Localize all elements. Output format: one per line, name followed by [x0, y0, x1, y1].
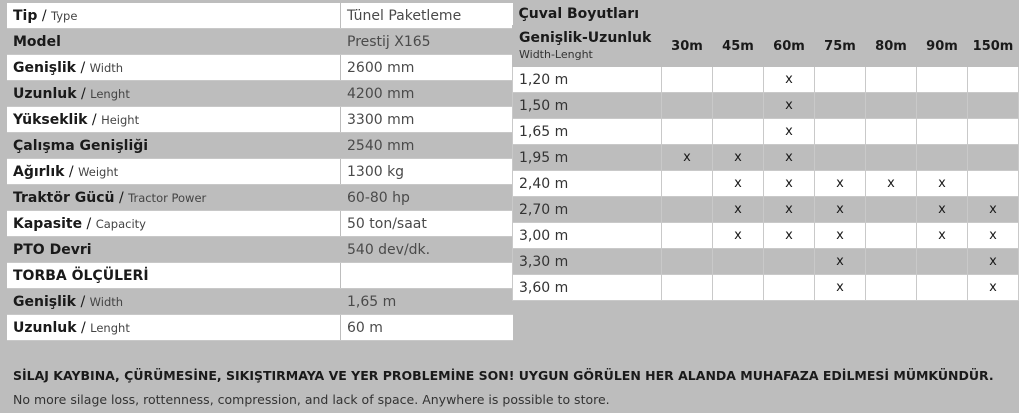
bag-row	[513, 93, 1019, 119]
bag-row	[513, 223, 1019, 249]
spec-label	[7, 133, 341, 159]
spec-label-tr: PTO Devri	[13, 241, 92, 258]
bag-cell	[866, 197, 917, 223]
spec-row	[7, 237, 513, 263]
spec-label-tr: Tip	[13, 7, 38, 24]
bag-cell: x	[713, 197, 764, 223]
spec-value: 60 m	[341, 315, 514, 341]
bag-cell	[917, 67, 968, 93]
bag-row-width: 3,30 m	[513, 249, 662, 275]
spec-row	[7, 81, 513, 107]
spec-label: Uzunluk / Lenght	[7, 315, 341, 341]
spec-label-tr: Kapasite	[13, 215, 83, 232]
spec-label-en: Height	[101, 112, 140, 127]
bag-row-width: 1,95 m	[513, 145, 662, 171]
bag-cell	[662, 223, 713, 249]
bag-cell: x	[713, 223, 764, 249]
bag-cell	[764, 275, 815, 301]
bag-cell	[815, 145, 866, 171]
bag-row-width: 1,65 m	[513, 119, 662, 145]
spec-value	[341, 263, 514, 289]
spec-value: 50 ton/saat	[341, 211, 514, 237]
spec-value: 4200 mm	[341, 81, 514, 107]
bag-row-width: 3,00 m	[513, 223, 662, 249]
spec-label-en: Width	[89, 294, 124, 309]
bag-row	[513, 171, 1019, 197]
bag-cell: x	[815, 275, 866, 301]
bag-cell	[662, 197, 713, 223]
spec-value: Tünel Paketleme	[341, 3, 514, 29]
spec-label: Genişlik / Width	[7, 55, 341, 81]
bag-row	[513, 145, 1019, 171]
bag-cell	[764, 249, 815, 275]
bag-row	[513, 67, 1019, 93]
bag-size-table	[512, 3, 1019, 301]
footer-turkish-note: SİLAJ KAYBINA, ÇÜRÜMESİNE, SIKIŞTIRMAYA VE YER PROBLEMİNE SON! UYGUN GÖRÜLEN HER ALANDA MUHAFAZA EDİLMESİ MÜMKÜNDÜR.	[13, 368, 994, 383]
spec-label: Yükseklik / Height	[7, 107, 341, 133]
bag-cell: x	[917, 223, 968, 249]
spec-label-tr: Çalışma Genişliği	[13, 137, 149, 154]
footer-english-note: No more silage loss, rottenness, compression, and lack of space. Anywhere is possible to store.	[13, 392, 610, 407]
bag-row	[513, 249, 1019, 275]
spec-label-en: Lenght	[90, 86, 130, 101]
spec-label-tr: Uzunluk	[13, 85, 77, 102]
spec-row	[7, 289, 513, 315]
spec-value: 2600 mm	[341, 55, 514, 81]
bag-cell: x	[764, 145, 815, 171]
bag-cell	[968, 145, 1019, 171]
bag-column-header: 75m	[815, 26, 866, 67]
bag-cell	[713, 249, 764, 275]
bag-column-header: 90m	[917, 26, 968, 67]
spec-label-tr: Genişlik	[13, 293, 76, 310]
bag-row-width: 1,50 m	[513, 93, 662, 119]
bag-cell	[662, 119, 713, 145]
bag-cell	[968, 93, 1019, 119]
spec-row	[7, 185, 513, 211]
bag-cell: x	[815, 223, 866, 249]
bag-cell	[713, 119, 764, 145]
spec-label-en: Capacity	[95, 216, 146, 231]
spec-label-tr: Yükseklik	[13, 111, 88, 128]
bag-cell: x	[662, 145, 713, 171]
bag-cell	[917, 145, 968, 171]
bag-cell	[815, 93, 866, 119]
spec-value: 60-80 hp	[341, 185, 514, 211]
bag-cell	[662, 67, 713, 93]
bag-row-width: 2,70 m	[513, 197, 662, 223]
bag-cell: x	[815, 171, 866, 197]
spec-label	[7, 237, 341, 263]
bag-cell: x	[764, 93, 815, 119]
bag-cell	[713, 67, 764, 93]
spec-row	[7, 3, 513, 29]
bag-cell	[662, 171, 713, 197]
spec-label: Uzunluk / Lenght	[7, 81, 341, 107]
spec-label-tr: Model	[13, 33, 61, 50]
bag-row	[513, 197, 1019, 223]
bag-cell	[917, 119, 968, 145]
spec-label: Genişlik / Width	[7, 289, 341, 315]
bag-cell: x	[968, 223, 1019, 249]
bag-header-label	[513, 26, 662, 67]
bag-cell: x	[764, 197, 815, 223]
bag-cell	[968, 171, 1019, 197]
spec-row	[7, 107, 513, 133]
bag-cell	[866, 249, 917, 275]
spec-value: 3300 mm	[341, 107, 514, 133]
spec-label-tr: Traktör Gücü	[13, 189, 115, 206]
bag-cell	[866, 223, 917, 249]
bag-column-header: 150m	[968, 26, 1019, 67]
bag-cell	[917, 275, 968, 301]
bag-cell	[866, 145, 917, 171]
spec-label-en: Tractor Power	[128, 190, 207, 205]
bag-row	[513, 119, 1019, 145]
spec-row	[7, 211, 513, 237]
bag-row-width: 1,20 m	[513, 67, 662, 93]
bag-cell: x	[764, 119, 815, 145]
spec-row	[7, 159, 513, 185]
bag-size-title: Çuval Boyutları	[513, 3, 1019, 26]
bag-cell	[662, 275, 713, 301]
bag-cell: x	[968, 275, 1019, 301]
bag-cell	[917, 93, 968, 119]
bag-cell: x	[815, 249, 866, 275]
spec-label	[7, 29, 341, 55]
spec-label-tr: TORBA ÖLÇÜLERİ	[13, 267, 149, 284]
spec-value: 540 dev/dk.	[341, 237, 514, 263]
bag-cell	[866, 67, 917, 93]
spec-row	[7, 55, 513, 81]
spec-row	[7, 133, 513, 159]
bag-column-header: 60m	[764, 26, 815, 67]
spec-label	[7, 263, 341, 289]
bag-row	[513, 275, 1019, 301]
bag-cell: x	[968, 249, 1019, 275]
spec-value: 2540 mm	[341, 133, 514, 159]
bag-cell: x	[968, 197, 1019, 223]
bag-cell	[815, 119, 866, 145]
bag-row-width: 2,40 m	[513, 171, 662, 197]
spec-label-en: Lenght	[90, 320, 130, 335]
spec-label-en: Type	[51, 8, 78, 23]
spec-label-tr: Uzunluk	[13, 319, 77, 336]
bag-cell	[866, 275, 917, 301]
spec-value: 1300 kg	[341, 159, 514, 185]
bag-cell: x	[764, 223, 815, 249]
bag-cell	[713, 93, 764, 119]
bag-column-header: 30m	[662, 26, 713, 67]
bag-cell	[866, 119, 917, 145]
spec-label: Tip / Type	[7, 3, 341, 29]
bag-cell	[713, 275, 764, 301]
spec-table	[7, 3, 513, 341]
bag-cell: x	[917, 171, 968, 197]
spec-label: Kapasite / Capacity	[7, 211, 341, 237]
spec-label-tr: Ağırlık	[13, 163, 65, 180]
spec-label: Ağırlık / Weight	[7, 159, 341, 185]
bag-cell: x	[917, 197, 968, 223]
bag-cell	[662, 249, 713, 275]
bag-cell: x	[866, 171, 917, 197]
bag-cell	[662, 93, 713, 119]
bag-cell: x	[764, 67, 815, 93]
bag-cell	[968, 67, 1019, 93]
spec-value: 1,65 m	[341, 289, 514, 315]
spec-label-en: Weight	[78, 164, 119, 179]
spec-row	[7, 263, 513, 289]
bag-column-header: 80m	[866, 26, 917, 67]
spec-row	[7, 29, 513, 55]
spec-value: Prestij X165	[341, 29, 514, 55]
bag-cell: x	[764, 171, 815, 197]
bag-cell: x	[713, 171, 764, 197]
bag-header-label-en: Width-Lenght	[519, 47, 593, 61]
bag-cell: x	[713, 145, 764, 171]
spec-row	[7, 315, 513, 341]
bag-row-width: 3,60 m	[513, 275, 662, 301]
bag-cell	[968, 119, 1019, 145]
bag-cell: x	[815, 197, 866, 223]
bag-cell	[866, 93, 917, 119]
spec-label-en: Width	[89, 60, 124, 75]
bag-cell	[917, 249, 968, 275]
bag-header-label-tr: Genişlik-Uzunluk	[519, 30, 652, 47]
spec-label: Traktör Gücü / Tractor Power	[7, 185, 341, 211]
spec-label-tr: Genişlik	[13, 59, 76, 76]
bag-cell	[815, 67, 866, 93]
bag-column-header: 45m	[713, 26, 764, 67]
